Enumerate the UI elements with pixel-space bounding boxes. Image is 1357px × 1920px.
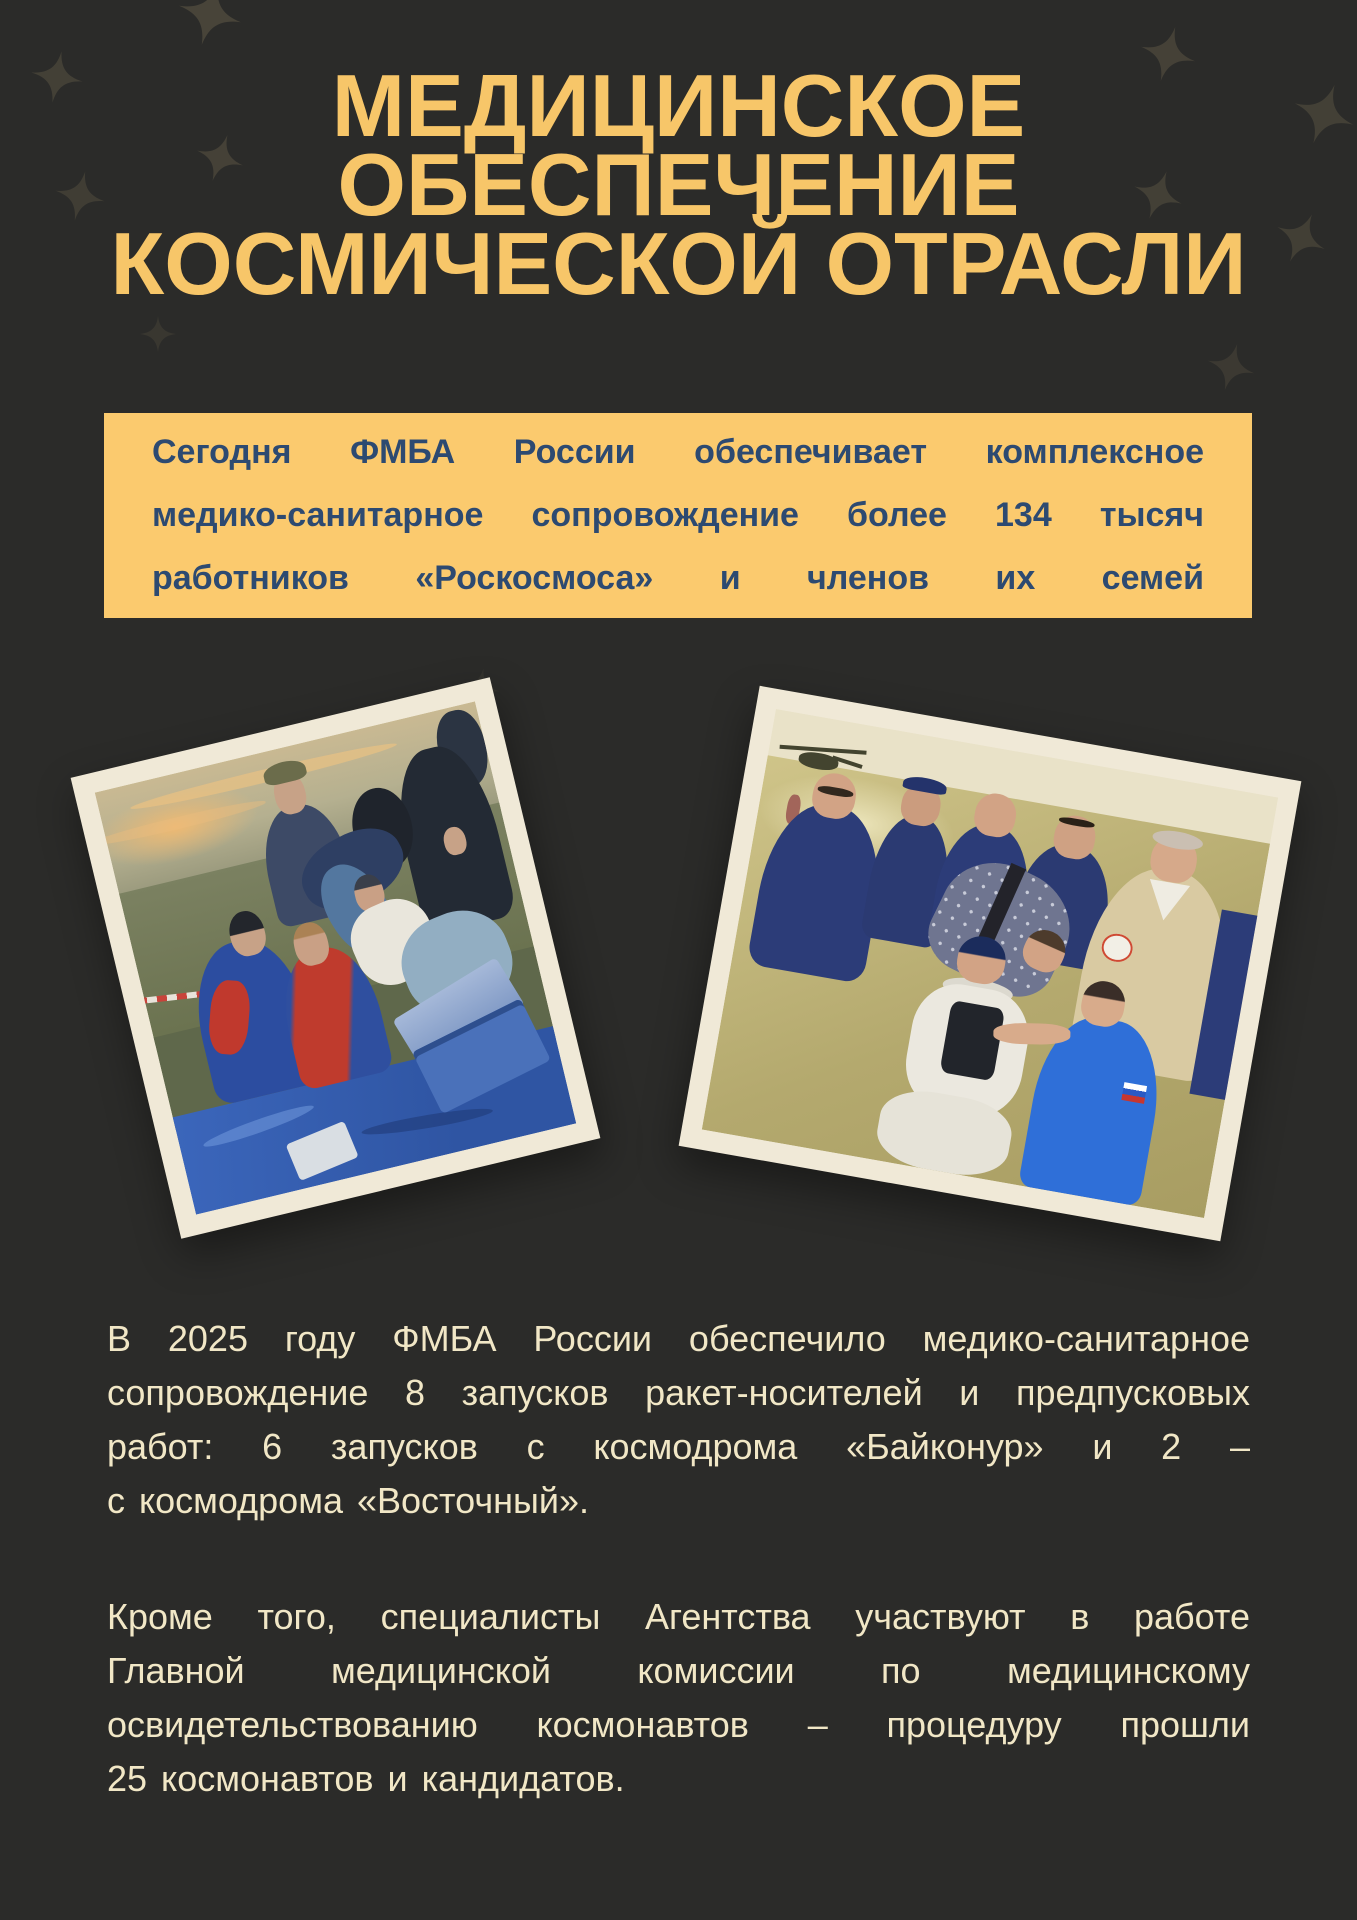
- day-scene: [702, 709, 1278, 1218]
- body-line: с космодрома «Восточный».: [107, 1480, 589, 1521]
- paragraph-medical-commission: [107, 1590, 1250, 1806]
- paragraph-launch-support: [107, 1312, 1250, 1528]
- sparkle-icon: [140, 316, 176, 352]
- highlight-box-line: медико-санитарное сопровождение более 134 тысяч: [152, 496, 1204, 534]
- body-line: Кроме того, специалисты Агентства участвуют в работе: [107, 1596, 1250, 1637]
- body-line: освидетельствованию космонавтов – процедуру прошли: [107, 1704, 1250, 1745]
- highlight-box-line: Сегодня ФМБА России обеспечивает комплексное: [152, 433, 1204, 471]
- photo-cosmonaut-recovery-dusk: [71, 677, 601, 1239]
- body-line: сопровождение 8 запусков ракет-носителей и предпусковых: [107, 1372, 1250, 1413]
- sparkle-icon: [171, 0, 249, 53]
- photo-cosmonaut-recovery-day: [679, 686, 1302, 1241]
- page-title-line: ОБЕСПЕЧЕНИЕ: [337, 135, 1020, 234]
- highlight-box-line: работников «Роскосмоса» и членов их семей: [152, 559, 1204, 597]
- body-line: В 2025 году ФМБА России обеспечило медико-санитарное: [107, 1318, 1250, 1359]
- dusk-scene: [95, 701, 577, 1214]
- page-title-line: МЕДИЦИНСКОЕ: [331, 56, 1026, 155]
- highlight-box: [104, 413, 1252, 618]
- body-line: работ: 6 запусков с космодрома «Байконур» и 2 –: [107, 1426, 1250, 1467]
- body-text: [107, 1312, 1250, 1868]
- body-line: Главной медицинской комиссии по медицинскому: [107, 1650, 1250, 1691]
- page-title-line: КОСМИЧЕСКОЙ ОТРАСЛИ: [110, 214, 1247, 313]
- sparkle-icon: [1202, 338, 1261, 397]
- body-line: 25 космонавтов и кандидатов.: [107, 1758, 625, 1799]
- medic-arm: [994, 1022, 1071, 1045]
- page-title: [0, 56, 1357, 313]
